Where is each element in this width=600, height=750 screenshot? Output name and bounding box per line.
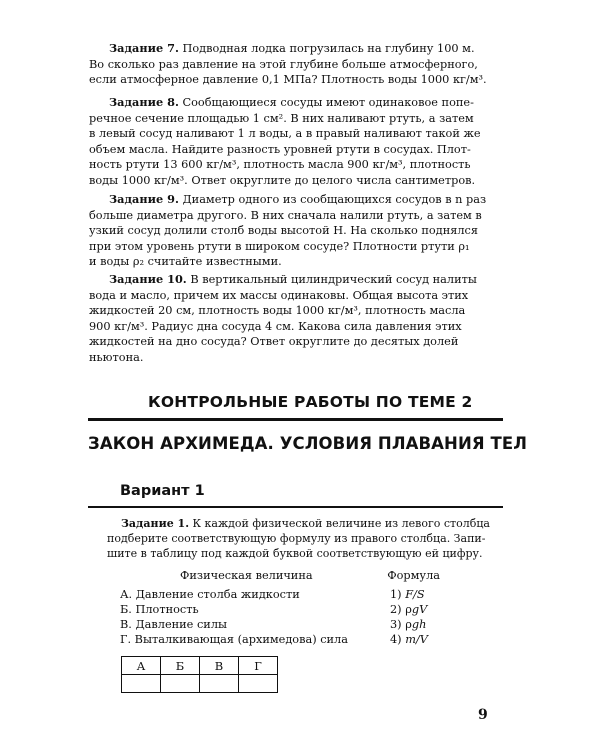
matching-right: 1) F/S [390, 588, 425, 601]
task-10-line: В вертикальный цилиндрический сосуд налиты [190, 273, 477, 286]
task-8-title: Задание 8. [109, 95, 179, 109]
task-8-line: ность ртути 13 600 кг/м³, плотность масла 900 кг/м³, плотность [89, 158, 471, 172]
task-9 [89, 192, 489, 270]
task-9-line: больше диаметра другого. В них сначала налили ртуть, а затем в [89, 208, 482, 222]
task-8-line: воды 1000 кг/м³. Ответ округлите до целого числа сантиметров. [89, 173, 476, 187]
matching-left-header: Физическая величина [180, 569, 313, 582]
answer-cell-b[interactable] [161, 675, 200, 693]
matching-left: Б. Плотность [120, 603, 199, 616]
answer-header-a: А [122, 657, 161, 675]
matching-left: В. Давление силы [120, 618, 227, 631]
variant-title: Вариант 1 [120, 483, 205, 499]
matching-right: 2) ρgV [390, 603, 428, 616]
task-8-line: объем масла. Найдите разность уровней ртути в сосудах. Плот- [89, 142, 471, 156]
variant-task-1-line: К каждой физической величине из левого столбца [192, 517, 490, 530]
section-title: КОНТРОЛЬНЫЕ РАБОТЫ ПО ТЕМЕ 2 [148, 393, 473, 411]
matching-left: А. Давление столба жидкости [120, 588, 300, 601]
task-9-line: Диаметр одного из сообщающихся сосудов в n раз [182, 193, 487, 206]
task-9-line: и воды ρ₂ считайте известными. [89, 255, 282, 269]
variant-task-1 [107, 516, 493, 562]
task-8 [89, 95, 489, 189]
task-9-line: узкий сосуд долили столб воды высотой H. На сколько поднялся [89, 224, 478, 238]
answer-table [121, 656, 278, 693]
task-10-line: жидкостей 20 см, плотность воды 1000 кг/м³, плотность масла [89, 304, 466, 318]
task-8-line: речное сечение площадью 1 см². В них наливают ртуть, а затем [89, 111, 474, 125]
matching-row [120, 588, 450, 601]
answer-cell-a[interactable] [122, 675, 161, 693]
task-9-line: при этом уровень ртути в широком сосуде? Плотности ртути ρ₁ [89, 239, 470, 253]
task-8-line: Сообщающиеся сосуды имеют одинаковое попе- [182, 96, 474, 109]
answer-cell-g[interactable] [239, 675, 278, 693]
answer-header-g: Г [239, 657, 278, 675]
matching-header [120, 569, 450, 582]
section-rule [88, 418, 503, 421]
task-10-line: вода и масло, причем их массы одинаковы. Общая высота этих [89, 288, 469, 302]
answer-header-v: В [200, 657, 239, 675]
variant-task-1-line: подберите соответствующую формулу из правого столбца. Запи- [107, 532, 486, 546]
task-10-line: ньютона. [89, 350, 144, 364]
task-10-line: жидкостей на дно сосуда? Ответ округлите до десятых долей [89, 335, 459, 349]
matching-row [120, 603, 450, 616]
task-7-line: Во сколько раз давление на этой глубине больше атмосферного, [89, 57, 478, 71]
answer-table-input-row [122, 675, 278, 693]
topic-title: ЗАКОН АРХИМЕДА. УСЛОВИЯ ПЛАВАНИЯ ТЕЛ [88, 434, 528, 453]
matching-right-header: Формула [387, 569, 440, 582]
task-8-line: в левый сосуд наливают 1 л воды, а в правый наливают такой же [89, 127, 481, 141]
matching-right: 3) ρgh [390, 618, 427, 631]
answer-table-header-row [122, 657, 278, 675]
task-10-title: Задание 10. [109, 272, 187, 286]
task-7-line: Подводная лодка погрузилась на глубину 100 м. [182, 42, 475, 55]
task-9-title: Задание 9. [109, 192, 179, 206]
variant-task-1-line: шите в таблицу под каждой буквой соответствующую ей цифру. [107, 547, 483, 561]
matching-row [120, 633, 450, 646]
task-10 [89, 272, 489, 366]
answer-cell-v[interactable] [200, 675, 239, 693]
matching-left: Г. Выталкивающая (архимедова) сила [120, 633, 348, 646]
variant-rule [88, 506, 503, 508]
task-7-title: Задание 7. [109, 41, 179, 55]
page-number: 9 [478, 707, 488, 723]
matching-right: 4) m/V [390, 633, 428, 646]
answer-header-b: Б [161, 657, 200, 675]
task-7-line: если атмосферное давление 0,1 МПа? Плотность воды 1000 кг/м³. [89, 73, 487, 87]
task-7 [89, 41, 489, 88]
task-10-line: 900 кг/м³. Радиус дна сосуда 4 см. Какова сила давления этих [89, 319, 462, 333]
variant-task-1-title: Задание 1. [121, 517, 190, 530]
matching-row [120, 618, 450, 631]
